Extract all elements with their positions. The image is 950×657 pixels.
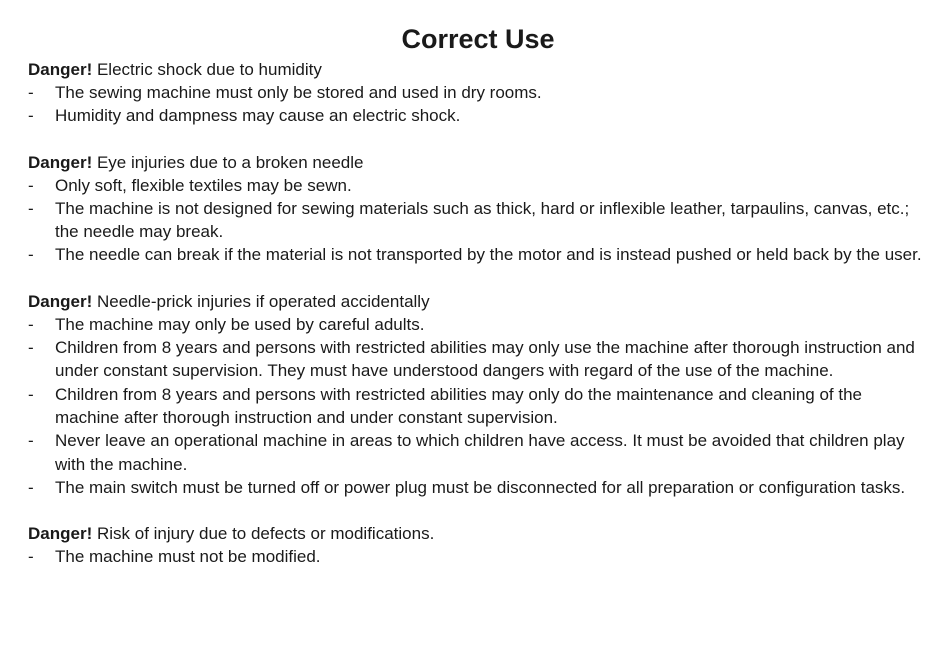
bullet-list	[28, 174, 928, 267]
dash-bullet: -	[28, 106, 34, 126]
dash-bullet: -	[28, 547, 34, 567]
dash-bullet: -	[28, 431, 34, 451]
dash-bullet: -	[28, 198, 34, 218]
section-heading	[28, 522, 928, 545]
dash-bullet: -	[28, 175, 34, 195]
list-item	[28, 197, 928, 244]
bullet-list	[28, 81, 928, 128]
page-title: Correct Use	[401, 24, 555, 54]
list-item-text: The machine may only be used by careful adults.	[55, 314, 425, 334]
list-item	[28, 383, 928, 430]
dash-bullet: -	[28, 245, 34, 265]
list-item	[28, 104, 928, 127]
section-heading-text: Risk of injury due to defects or modifications.	[96, 524, 435, 544]
list-item	[28, 336, 928, 383]
section-heading-text: Eye injuries due to a broken needle	[96, 152, 364, 172]
dash-bullet: -	[28, 338, 34, 358]
list-item-text: Only soft, flexible textiles may be sewn.	[55, 175, 352, 195]
list-item-text: The main switch must be turned off or power plug must be disconnected for all preparation or configuration tasks.	[55, 477, 906, 497]
dash-bullet: -	[28, 83, 34, 102]
section-electric-shock	[28, 58, 928, 128]
list-item	[28, 429, 928, 476]
bullet-list	[28, 545, 928, 568]
list-item	[28, 313, 928, 336]
section-eye-injuries	[28, 151, 928, 267]
list-item	[28, 243, 928, 266]
section-heading	[28, 290, 928, 313]
section-needle-prick	[28, 290, 928, 499]
list-item-text: Children from 8 years and persons with restricted abilities may only do the maintenance and cleaning of the machine after thorough instruction and under constant supervision.	[55, 384, 862, 427]
dash-bullet: -	[28, 314, 34, 334]
list-item-text: The sewing machine must only be stored and used in dry rooms.	[55, 83, 542, 102]
section-heading	[28, 58, 928, 81]
section-heading	[28, 151, 928, 174]
danger-label: Danger!	[28, 291, 93, 311]
section-heading-text: Needle-prick injuries if operated accidentally	[96, 291, 430, 311]
danger-label: Danger!	[28, 524, 93, 544]
list-item-text: Humidity and dampness may cause an electric shock.	[55, 106, 461, 126]
list-item-text: The needle can break if the material is not transported by the motor and is instead pushed or held back by the user.	[55, 245, 922, 265]
list-item-text: Children from 8 years and persons with restricted abilities may only use the machine after thorough instruction and under constant supervision. They must have understood dangers with regard of the use of the machine.	[55, 338, 915, 381]
list-item-text: The machine is not designed for sewing materials such as thick, hard or inflexible leather, tarpaulins, canvas, etc.; the needle may break.	[55, 198, 910, 242]
danger-label: Danger!	[28, 60, 93, 79]
section-heading-text: Electric shock due to humidity	[96, 60, 322, 79]
list-item-text: The machine must not be modified.	[55, 547, 321, 567]
dash-bullet: -	[28, 384, 34, 404]
dash-bullet: -	[28, 477, 34, 497]
bullet-list	[28, 313, 928, 499]
list-item	[28, 476, 928, 499]
list-item	[28, 174, 928, 197]
list-item	[28, 545, 928, 568]
section-defects	[28, 522, 928, 568]
list-item-text: Never leave an operational machine in areas to which children have access. It must be avoided that children play with the machine.	[55, 431, 905, 474]
danger-label: Danger!	[28, 152, 93, 172]
list-item	[28, 81, 928, 104]
